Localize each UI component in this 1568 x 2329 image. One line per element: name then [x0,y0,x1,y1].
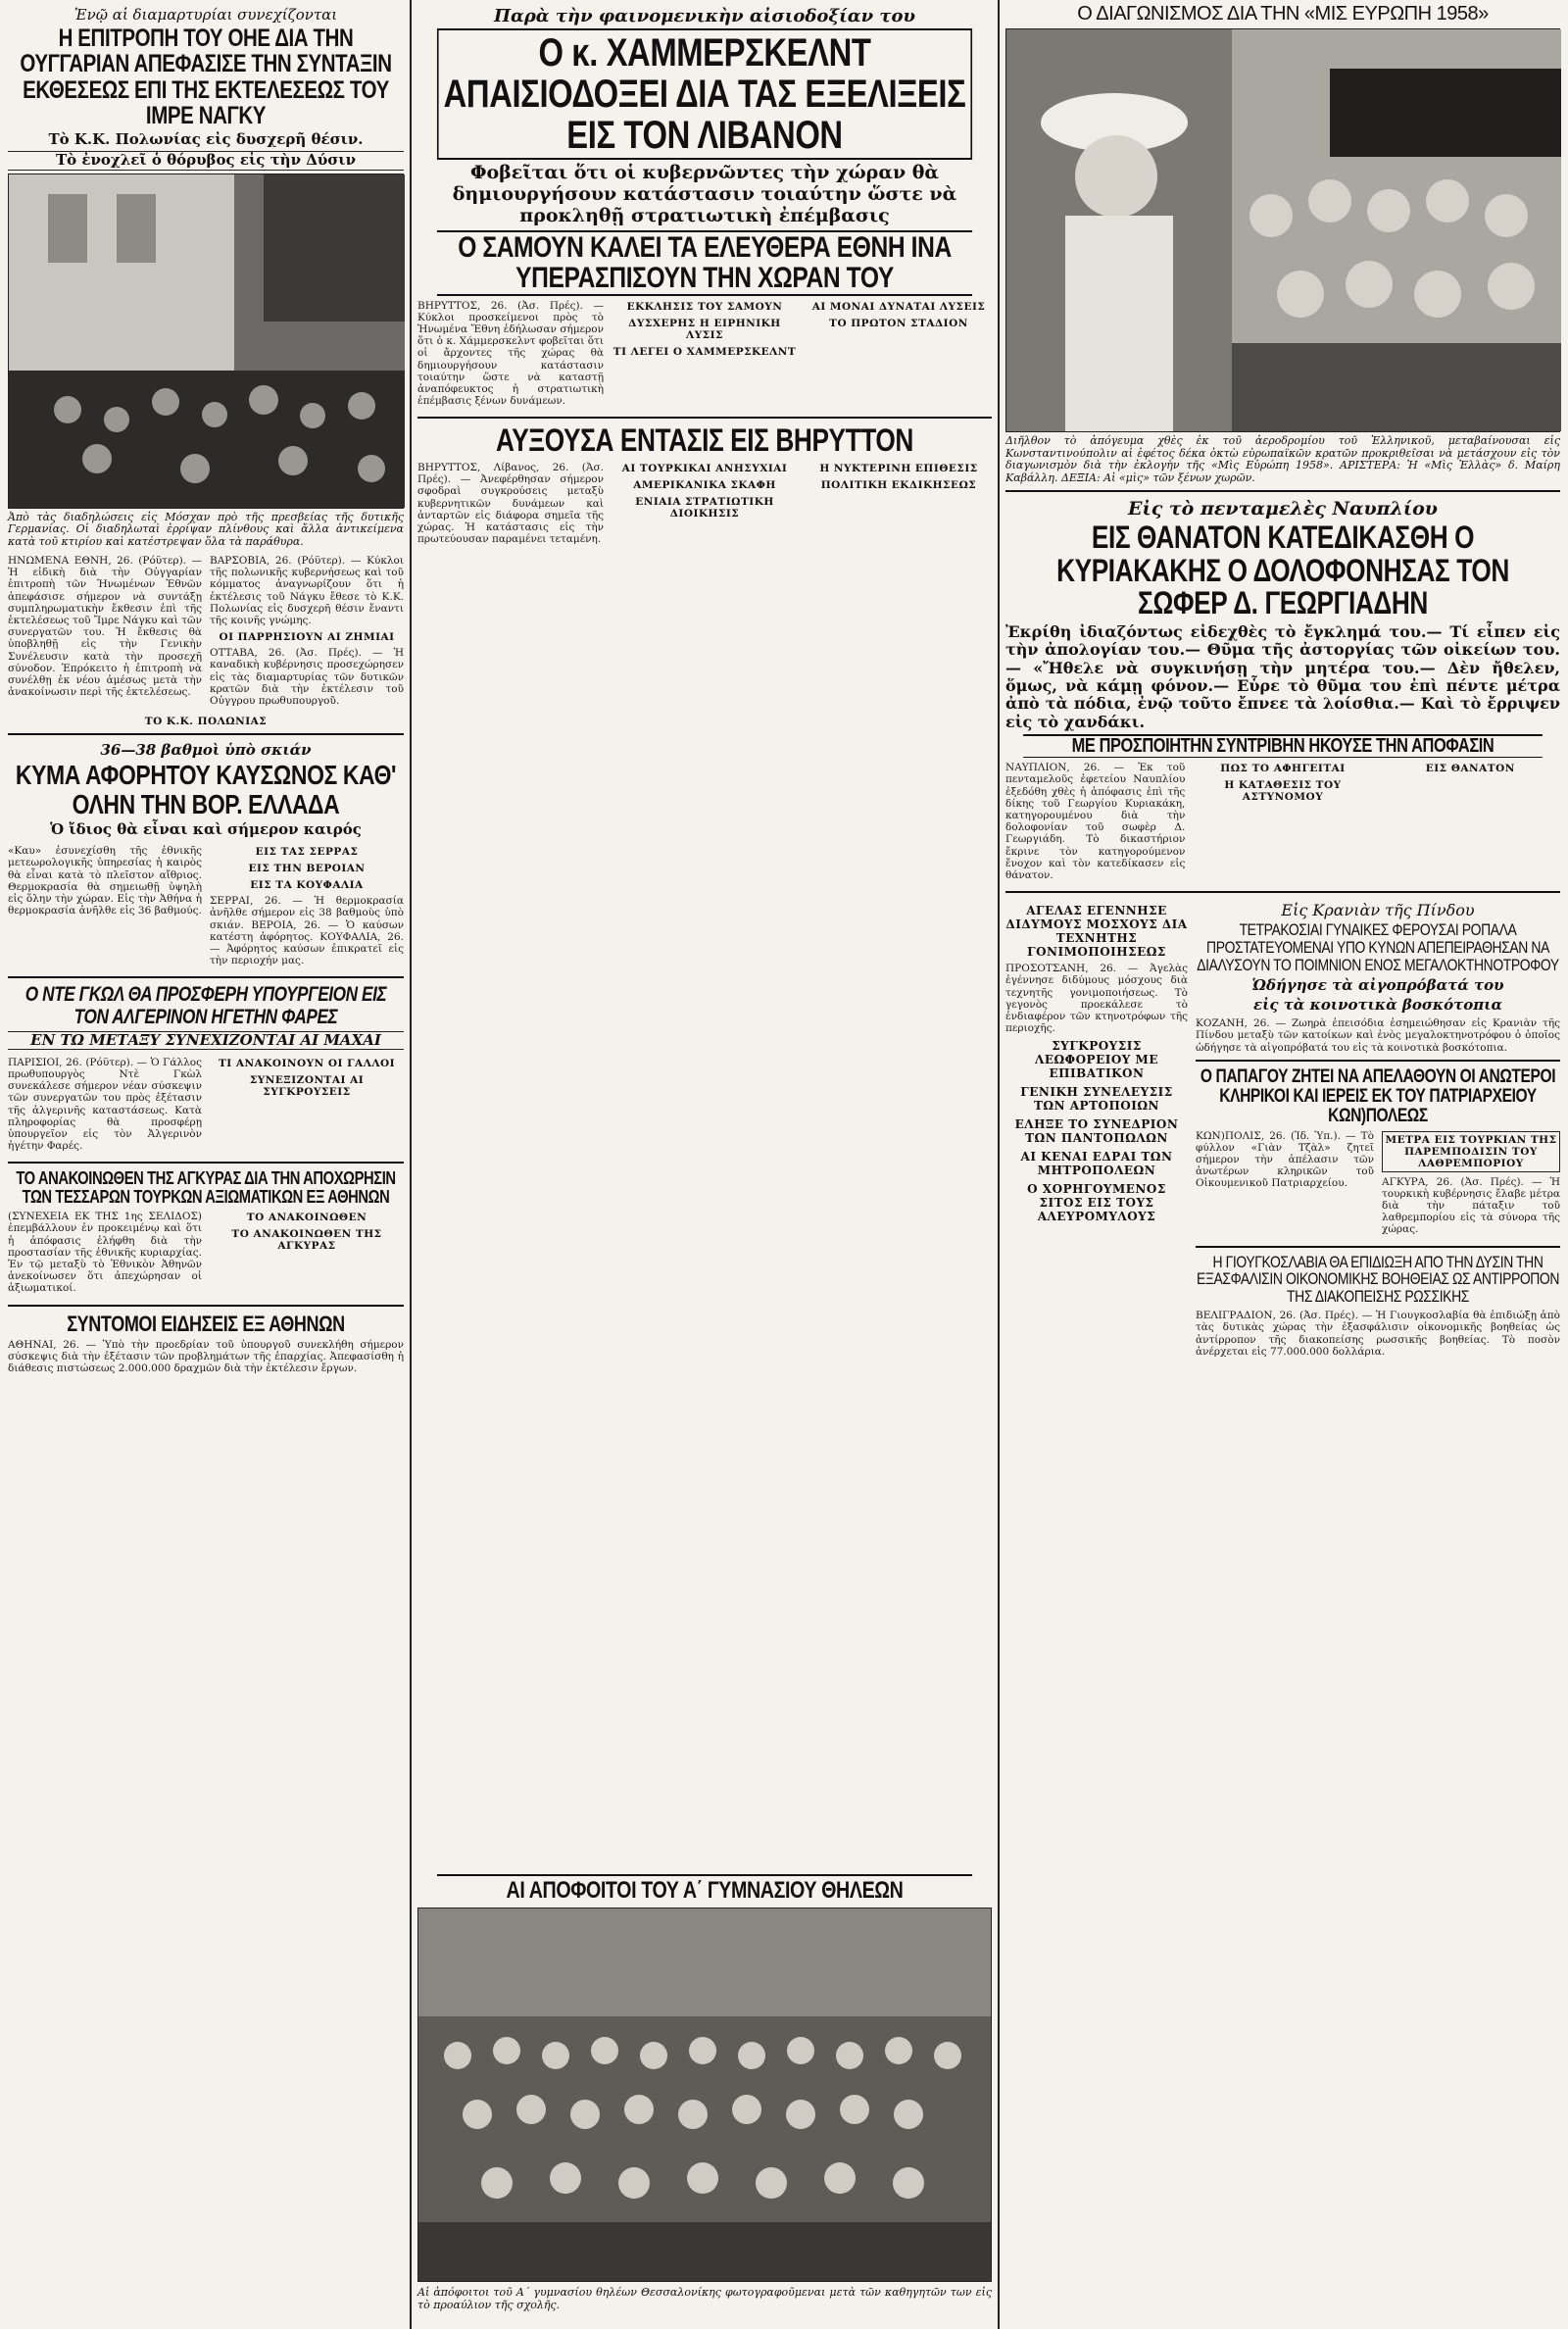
article-body: ΣΕΡΡΑΙ, 26. — Ἡ θερμοκρασία ἀνῆλθε σήμερον εἰς 38 βαθμοὺς ὑπὸ σκιάν. ΒΕΡΟΙΑ, 26. — Ὁ καύσων κατέστη ἀφόρητος. ΚΟΥΦΑΛΙΑ, 26. — Ἀφόρητος καύσων ἐπικρατεῖ εἰς τὴν περιοχήν μας. [210,895,404,967]
article-body: ΝΑΥΠΛΙΟΝ, 26. — Ἐκ τοῦ πενταμελοῦς ἐφετείου Ναυπλίου ἐξεδόθη χθὲς ἡ ἀπόφασις ἐπὶ τῆς δίκης τοῦ Γεωργίου Κυριακάκη, κατηγορουμένου διὰ τὴν δολοφονίαν τοῦ σωφὲρ Δ. Γεωργιάδη. Τὸ δικαστήριον ἔκρινε τὸν κατηγορούμενον ἔνοχον καὶ τὸν κατεδίκασεν εἰς θάνατον. [1005,762,1186,881]
kicker: 36—38 βαθμοὶ ὑπὸ σκιάν [100,741,312,760]
article-columns [8,1207,404,1298]
subheadline: Φοβεῖται ὅτι οἱ κυβερνῶντες τὴν χώραν θὰ δημιουργήσουν κατάστασιν τοιαύτην ὥστε νὰ προκληθῇ στρατιωτικὴ ἐπέμβασις [452,162,957,226]
section-heading: ΕΚΚΛΗΣΙΣ ΤΟΥ ΣΑΜΟΥΝ [626,300,783,313]
article-body: ΒΑΡΣΟΒΙΑ, 26. (Ρόϋτερ). — Κύκλοι τῆς πολωνικῆς κυβερνήσεως καὶ τοῦ κόμματος ἀναγνωρίζουν ὅτι ἡ ἐκτέλεσις τοῦ Νάγκυ ἔθεσε τὸ Κ.Κ. Πολωνίας εἰς δυσχερῆ θέσιν ἔναντι τῆς κοινῆς γνώμης. [210,555,404,627]
article-columns [417,458,992,549]
article-columns [417,296,992,412]
subheadline: Τὸ ἐνοχλεῖ ὁ θόρυβος εἰς τὴν Δύσιν [8,151,404,170]
section-heading: ΣΥΓΚΡΟΥΣΙΣ ΛΕΩΦΟΡΕΙΟΥ ΜΕ ΕΠΙΒΑΤΙΚΟΝ [1035,1039,1158,1081]
photo-miss-europe [1005,28,1560,432]
middle-column [417,4,992,2311]
right-column [1005,4,1560,1362]
article-body: (ΣΥΝΕΧΕΙΑ ΕΚ ΤΗΣ 1ης ΣΕΛΙΔΟΣ) ἐπεμβάλλουν ἐν προκειμένῳ καὶ ὅτι ἡ ἀπόφασις ἐλήφθη διὰ τὴν προστασίαν τῆς ἐθνικῆς κυριαρχίας. Ἐν τῷ μεταξὺ τὸ Ἐθνικὸν Ἀθηνῶν ἀνεκοίνωσεν ὅτι ἀπεχώρησαν οἱ ἀξιωματικοί. [8,1211,202,1295]
article-body: ΗΝΩΜΕΝΑ ΕΘΝΗ, 26. (Ρόϋτερ). — Ἡ εἰδικὴ διὰ τὴν Οὐγγαρίαν ἐπιτροπὴ τῶν Ἡνωμένων Ἐθνῶν ἀπεφάσισε σήμερον νὰ συντάξῃ συμπληρωματικὴν ἔκθεσιν ἐπὶ τῆς ἐκτελέσεως τοῦ Ἴμρε Νάγκυ καὶ τῶν συνεργατῶν του. Ἡ ἔκθεσις θὰ ὑποβληθῇ εἰς τὴν Γενικὴν Συνέλευσιν κατὰ τὴν προσεχῆ σύνοδον. Ἐπρόκειτο ἡ ἐπιτροπὴ νὰ συνέλθῃ ἐκ νέου ἀμέσως μετὰ τὴν ἀνακοίνωσιν περὶ τῆς ἐκτελέσεως. [8,555,202,699]
section-heading: ΕΝΙΑΙΑ ΣΤΡΑΤΙΩΤΙΚΗ ΔΙΟΙΚΗΣΙΣ [635,495,774,520]
article-body: ΠΡΟΣΟΤΣΑΝΗ, 26. — Ἀγελὰς ἐγέννησε διδύμους μόσχους διὰ τεχνητῆς γονιμοποιήσεως. Τὸ γεγονὸς προεκάλεσε τὸ ἐνδιαφέρον τῶν κτηνοτρόφων τῆς περιοχῆς. [1005,963,1188,1035]
section-heading: ΕΙΣ ΤΑΣ ΣΕΡΡΑΣ [255,846,359,859]
section-heading: ΓΕΝΙΚΗ ΣΥΝΕΛΕΥΣΙΣ ΤΩΝ ΑΡΤΟΠΟΙΩΝ [1020,1085,1173,1114]
article-body: ΑΘΗΝΑΙ, 26. — Ὑπὸ τὴν προεδρίαν τοῦ ὑπουργοῦ συνεκλήθη σήμερον σύσκεψις διὰ τὴν ἐξέτασιν τῶν προβλημάτων τῆς ἐπαρχίας. Ἀπεφασίσθη ἡ διάθεσις πιστώσεως 2.000.000 δραχμῶν διὰ τὴν ἐκτέλεσιν ἔργων. [8,1338,404,1375]
photo-caption: Ἀπὸ τὰς διαδηλώσεις εἰς Μόσχαν πρὸ τῆς πρεσβείας τῆς δυτικῆς Γερμανίας. Οἱ διαδηλωταὶ ἐρρίψαν πλίνθους καὶ ἄλλα ἀντικείμενα κατὰ τοῦ κτιρίου καὶ κατέστρεψαν ὅλα τὰ παράθυρα. [8,510,404,548]
column-rule [410,0,412,2329]
photo-graduates [417,1908,992,2282]
section-heading: Η ΝΥΚΤΕΡΙΝΗ ΕΠΙΘΕΣΙΣ [819,462,978,474]
subheadline: Ὡδήγησε τὰ αἰγοπρόβατά του [1251,975,1504,994]
article-columns [1196,1126,1560,1240]
headline: Ο ΣΑΜΟΥΝ ΚΑΛΕΙ ΤΑ ΕΛΕΥΘΕΡΑ ΕΘΝΗ ΙΝΑ ΥΠΕΡΑΣΠΙΣΟΥΝ ΤΗΝ ΧΩΡΑΝ ΤΟΥ [437,230,972,296]
subheadline: Ὁ ἴδιος θὰ εἶναι καὶ σήμερον καιρός [50,820,362,839]
section-heading: ΑΜΕΡΙΚΑΝΙΚΑ ΣΚΑΦΗ [633,478,776,491]
section-heading: ΤΟ ΑΝΑΚΟΙΝΩΘΕΝ [246,1212,368,1224]
photo-demonstration [8,173,404,509]
headline: ΣΥΝΤΟΜΟΙ ΕΙΔΗΣΕΙΣ ΕΞ ΑΘΗΝΩΝ [67,1311,345,1336]
headline: ΑΙ ΑΠΟΦΟΙΤΟΙ ΤΟΥ Α΄ ΓΥΜΝΑΣΙΟΥ ΘΗΛΕΩΝ [437,1874,972,1903]
article-body: ΒΗΡΥΤΤΟΣ, Λίβανος, 26. (Ἀσ. Πρές). — Ἀνεφέρθησαν σήμερον σφοδραὶ συγκρούσεις μεταξὺ κυβερνητικῶν δυνάμεων καὶ ἀνταρτῶν εἰς διάφορα σημεῖα τῆς χώρας. Ἡ κατάστασις εἰς τὴν πρωτεύουσαν παραμένει τεταμένη. [417,461,604,546]
headline: Ο ΔΙΑΓΩΝΙΣΜΟΣ ΔΙΑ ΤΗΝ «ΜΙΣ ΕΥΡΩΠΗ 1958» [1077,3,1489,25]
section-heading: ΕΙΣ ΤΑ ΚΟΥΦΑΛΙΑ [250,879,364,892]
section-heading: Ο ΧΟΡΗΓΟΥΜΕΝΟΣ ΣΙΤΟΣ ΕΙΣ ΤΟΥΣ ΑΛΕΥΡΟΜΥΛΟΥΣ [1027,1182,1166,1224]
photo-caption: Διῆλθον τὸ ἀπόγευμα χθὲς ἐκ τοῦ ἀεροδρομίου τοῦ Ἑλληνικοῦ, μεταβαίνουσαι εἰς Κωνσταντινούπολιν αἱ ἐφέτος δέκα ὀκτὼ εὐρωπαϊκῶν κρατῶν προκριθεῖσαι νὰ μετάσχουν εἰς τὸν διαγωνισμὸν διὰ τὴν ἐκλογὴν τῆς «Μὶς Εὐρώπη 1958». ΑΡΙΣΤΕΡΑ: Ἡ «Μὶς Ἑλλὰς» δ. Μαίρη Καβάλλη. ΔΕΞΙΑ: Αἱ «μὶς» τῶν ξένων χωρῶν. [1005,434,1560,484]
article-body: ΟΤΤΑΒΑ, 26. (Ἀσ. Πρές). — Ἡ καναδικὴ κυβέρνησις προσεχώρησεν εἰς τὰς διαμαρτυρίας τῶν δυτικῶν κρατῶν διὰ τὴν ἐκτέλεσιν τοῦ Οὐγγρου πρωθυπουργοῦ. [210,647,404,708]
section-heading: ΤΟ Κ.Κ. ΠΟΛΩΝΙΑΣ [144,716,268,728]
article-body: ΚΟΖΑΝΗ, 26. — Ζωηρὰ ἐπεισόδια ἐσημειώθησαν εἰς Κρανιὰν τῆς Πίνδου μεταξὺ τῶν κατοίκων καὶ ἑνὸς μεγαλοκτηνοτρόφου ὁ ὁποῖος ὡδήγησε τὰ αἰγοπρόβατά του εἰς τὰ κοινοτικὰ βοσκότοπια. [1196,1017,1560,1054]
section-heading: ΕΙΣ ΤΗΝ ΒΕΡΟΙΑΝ [248,863,366,875]
article-body: ΚΩΝ)ΠΟΛΙΣ, 26. (Ἰδ. Ὑπ.). — Τὸ φύλλον «Γιὰν Τζὰλ» ζητεῖ σήμερον τὴν ἀπέλασιν τῶν ἀνωτέρων κληρικῶν τοῦ Οἰκουμενικοῦ Πατριαρχείου. [1196,1129,1374,1190]
photo-caption: Αἱ ἀπόφοιτοι τοῦ Α΄ γυμνασίου θηλέων Θεσσαλονίκης φωτογραφοῦμεναι μετὰ τῶν καθηγητῶν των εἰς τὸ προαύλιον τῆς σχολῆς. [417,2286,992,2311]
headline: Η ΕΠΙΤΡΟΠΗ ΤΟΥ ΟΗΕ ΔΙΑ ΤΗΝ ΟΥΓΓΑΡΙΑΝ ΑΠΕΦΑΣΙΣΕ ΤΗΝ ΣΥΝΤΑΞΙΝ ΕΚΘΕΣΕΩΣ ΕΠΙ ΤΗΣ ΕΚΤΕΛΕΣΕΩΣ ΤΟΥ ΙΜΡΕ ΝΑΓΚΥ [20,25,392,129]
section-heading: ΕΙΣ ΘΑΝΑΤΟΝ [1425,763,1515,775]
article-columns [8,551,404,711]
column-rule [998,0,1000,2329]
kicker: Ἐνῷ αἱ διαμαρτυρίαι συνεχίζονται [74,6,338,24]
section-heading: Η ΚΑΤΑΘΕΣΙΣ ΤΟΥ ΑΣΤΥΝΟΜΟΥ [1224,779,1342,804]
section-heading: ΑΓΕΛΑΣ ΕΓΕΝΝΗΣΕ ΔΙΔΥΜΟΥΣ ΜΟΣΧΟΥΣ ΔΙΑ ΤΕΧΝΗΤΗΣ ΓΟΝΙΜΟΠΟΙΗΣΕΩΣ [1005,904,1188,960]
article-columns [8,1053,404,1157]
kicker: Εἰς Κρανιὰν τῆς Πίνδου [1281,901,1475,920]
headline: ΤΟ ΑΝΑΚΟΙΝΩΘΕΝ ΤΗΣ ΑΓΚΥΡΑΣ ΔΙΑ ΤΗΝ ΑΠΟΧΩΡΗΣΙΝ ΤΩΝ ΤΕΣΣΑΡΩΝ ΤΟΥΡΚΩΝ ΑΞΙΩΜΑΤΙΚΩΝ ΕΞ ΑΘΗΝΩΝ [16,1168,396,1208]
section-heading: ΑΙ ΜΟΝΑΙ ΔΥΝΑΤΑΙ ΛΥΣΕΙΣ [811,300,986,313]
section-heading: ΤΟ ΠΡΩΤΟΝ ΣΤΑΔΙΟΝ [829,317,968,329]
headline: ΜΕ ΠΡΟΣΠΟΙΗΤΗΝ ΣΥΝΤΡΙΒΗΝ ΗΚΟΥΣΕ ΤΗΝ ΑΠΟΦΑΣΙΝ [1023,734,1543,758]
section-heading: ΜΕΤΡΑ ΕΙΣ ΤΟΥΡΚΙΑΝ ΤΗΣ ΠΑΡΕΜΠΟΔΙΣΙΝ ΤΟΥ ΛΑΘΡΕΜΠΟΡΙΟΥ [1382,1131,1560,1172]
subheadline: εἰς τὰ κοινοτικὰ βοσκότοπια [1252,995,1503,1014]
article-columns [1005,899,1560,1362]
article-body: ΠΑΡΙΣΙΟΙ, 26. (Ρόϋτερ). — Ὁ Γάλλος πρωθυπουργὸς Ντὲ Γκὼλ συνεκάλεσε σήμερον νέαν σύσκεψιν τῶν συνεργατῶν του πρὸς ἐξέτασιν τῆς ἀλγερινῆς καταστάσεως. Κατὰ πληροφορίας θὰ προσφέρῃ ὑπουργεῖον εἰς τὸν Ἀλγερινὸν ἡγέτην Φαρές. [8,1056,202,1153]
headline: ΑΥΞΟΥΣΑ ΕΝΤΑΣΙΣ ΕΙΣ ΒΗΡΥΤΤΟΝ [496,422,913,459]
section-heading: ΔΥΣΧΕΡΗΣ Η ΕΙΡΗΝΙΚΗ ΛΥΣΙΣ [628,317,781,341]
headline: ΤΕΤΡΑΚΟΣΙΑΙ ΓΥΝΑΙΚΕΣ ΦΕΡΟΥΣΑΙ ΡΟΠΑΛΑ ΠΡΟΣΤΑΤΕΥΟΜΕΝΑΙ ΥΠΟ ΚΥΝΩΝ ΑΠΕΠΕΙΡΑΘΗΣΑΝ ΝΑ ΔΙΑΛΥΣΟΥΝ ΤΟ ΠΟΙΜΝΙΟΝ ΕΝΟΣ ΜΕΓΑΛΟΚΤΗΝΟΤΡΟΦΟΥ [1197,920,1559,974]
subheadline: Τὸ Κ.Κ. Πολωνίας εἰς δυσχερῆ θέσιν. [48,130,364,148]
article-columns [8,841,404,970]
article-body: «Καυ» ἐσυνεχίσθη τῆς ἐθνικῆς μετεωρολογικῆς ὑπηρεσίας ἡ καιρὸς θὰ εἶναι κατὰ τὸ πλεῖστον αἴθριος. Θερμοκρασία θὰ σημειωθῇ ὑψηλὴ εἰς ὅλην τὴν χώραν. Εἰς τὴν Ἀθήνα ἡ θερμοκρασία ἀνῆλθε εἰς 36 βαθμούς. [8,845,202,917]
headline: Ο ΠΑΠΑΓΟΥ ΖΗΤΕΙ ΝΑ ΑΠΕΛΑΘΟΥΝ ΟΙ ΑΝΩΤΕΡΟΙ ΚΛΗΡΙΚΟΙ ΚΑΙ ΙΕΡΕΙΣ ΕΚ ΤΟΥ ΠΑΤΡΙΑΡΧΕΙΟΥ ΚΩΝ)ΠΟΛΕΩΣ [1200,1065,1556,1126]
subheadline: ΕΝ ΤΩ ΜΕΤΑΞΥ ΣΥΝΕΧΙΖΟΝΤΑΙ ΑΙ ΜΑΧΑΙ [8,1031,404,1050]
headline: Ο ΝΤΕ ΓΚΩΛ ΘΑ ΠΡΟΣΦΕΡΗ ΥΠΟΥΡΓΕΙΟΝ ΕΙΣ ΤΟΝ ΑΛΓΕΡΙΝΟΝ ΗΓΕΤΗΝ ΦΑΡΕΣ [24,983,387,1028]
article-body: ΑΓΚΥΡΑ, 26. (Ἀσ. Πρές). — Ἡ τουρκικὴ κυβέρνησις ἔλαβε μέτρα διὰ τὴν πάταξιν τοῦ λαθρεμπορίου εἰς τὰ σύνορα τῆς χώρας. [1382,1175,1560,1236]
article-body: ΒΗΡΥΤΤΟΣ, 26. (Ἀσ. Πρές). — Κύκλοι προσκείμενοι πρὸς τὸ Ἡνωμένα Ἔθνη ἐδήλωσαν σήμερον ὅτι ὁ κ. Χάμμερσκελντ φοβεῖται ὅτι οἱ ἄρχοντες τῆς χώρας θὰ δημιουργήσουν κατάστασιν τοιαύτην ὥστε νὰ καταστῇ ἀναπόφευκτος ἡ στρατιωτικὴ ἐπέμβασις ξένων δυνάμεων. [417,299,604,408]
section-heading: ΑΙ ΤΟΥΡΚΙΚΑΙ ΑΝΗΣΥΧΙΑΙ [621,462,788,474]
section-heading: ΠΟΛΙΤΙΚΗ ΕΚΔΙΚΗΣΕΩΣ [820,478,977,491]
article-body: ΒΕΛΙΓΡΑΔΙΟΝ, 26. (Ἀσ. Πρές). — Ἡ Γιουγκοσλαβία θὰ ἐπιδιώξῃ ἀπὸ τὰς δυτικὰς χώρας τὴν ἐξασφάλισιν οἰκονομικῆς βοηθείας ὡς ἀντίρροπον τῆς διακοπείσης ρωσσικῆς βοηθείας. Τὸ ποσὸν ἀνέρχεται εἰς 77.000.000 δολλάρια. [1196,1310,1560,1358]
kicker: Παρὰ τὴν φαινομενικὴν αἰσιοδοξίαν του [493,6,916,26]
section-heading: ΑΙ ΚΕΝΑΙ ΕΔΡΑΙ ΤΩΝ ΜΗΤΡΟΠΟΛΕΩΝ [1020,1150,1173,1178]
headline: ΚΥΜΑ ΑΦΟΡΗΤΟΥ ΚΑΥΣΩΝΟΣ ΚΑΘ' ΟΛΗΝ ΤΗΝ ΒΟΡ. ΕΛΛΑΔΑ [15,760,397,819]
subheadline: Ἐκρίθη ἰδιαζόντως εἰδεχθὲς τὸ ἔγκλημά του.— Τί εἶπεν εἰς τὴν ἀπολογίαν του.— Θῦμα τῆς ἀστοργίας τῶν οἰκείων του.— «Ἤθελε νὰ συγκινήσῃ τὴν μητέρα του.— Δὲν ἤθελεν, ὅμως, νὰ κάμῃ φόνον.— Εὗρε τὸ θῦμα του ἐπὶ πέντε μέτρα ἀπὸ τὰ πόδια, ἐνῷ τοῦτο ἔπνεε τὰ λοίσθια.— Καὶ τὸ ἔρριψεν εἰς τὸ χανδάκι. [1005,621,1560,731]
headline: Ο κ. ΧΑΜΜΕΡΣΚΕΛΝΤ ΑΠΑΙΣΙΟΔΟΞΕΙ ΔΙΑ ΤΑΣ ΕΞΕΛΙΞΕΙΣ ΕΙΣ ΤΟΝ ΛΙΒΑΝΟΝ [437,28,972,160]
section-heading: ΠΩΣ ΤΟ ΑΦΗΓΕΙΤΑΙ [1220,763,1346,775]
section-heading: ΤΙ ΑΝΑΚΟΙΝΟΥΝ ΟΙ ΓΑΛΛΟΙ [218,1057,396,1069]
section-heading: ΤΙ ΛΕΓΕΙ Ο ΧΑΜΜΕΡΣΚΕΛΝΤ [612,345,797,358]
section-heading: ΟΙ ΠΑΡΡΗΣΙΟΥΝ ΑΙ ΖΗΜΙΑΙ [219,631,395,644]
article-columns [1005,758,1560,885]
headline: Η ΓΙΟΥΓΚΟΣΛΑΒΙΑ ΘΑ ΕΠΙΔΙΩΞΗ ΑΠΟ ΤΗΝ ΔΥΣΙΝ ΤΗΝ ΕΞΑΣΦΑΛΙΣΙΝ ΟΙΚΟΝΟΜΙΚΗΣ ΒΟΗΘΕΙΑΣ ΩΣ ΑΝΤΙΡΡΟΠΟΝ ΤΗΣ ΔΙΑΚΟΠΕΙΣΗΣ ΡΩΣΣΙΚΗΣ [1196,1252,1560,1307]
section-heading: ΣΥΝΕΞΙΖΟΝΤΑΙ ΑΙ ΣΥΓΚΡΟΥΣΕΙΣ [249,1073,365,1098]
section-heading: ΕΛΗΞΕ ΤΟ ΣΥΝΕΔΡΙΟΝ ΤΩΝ ΠΑΝΤΟΠΩΛΩΝ [1014,1117,1179,1146]
kicker: Εἰς τὸ πενταμελὲς Ναυπλίου [1128,498,1438,520]
section-heading: ΤΟ ΑΝΑΚΟΙΝΩΘΕΝ ΤΗΣ ΑΓΚΥΡΑΣ [231,1228,382,1253]
left-column [8,4,404,1378]
headline: ΕΙΣ ΘΑΝΑΤΟΝ ΚΑΤΕΔΙΚΑΣΘΗ Ο ΚΥΡΙΑΚΑΚΗΣ Ο ΔΟΛΟΦΟΝΗΣΑΣ ΤΟΝ ΣΩΦΕΡ Δ. ΓΕΩΡΓΙΑΔΗΝ [1056,520,1509,621]
